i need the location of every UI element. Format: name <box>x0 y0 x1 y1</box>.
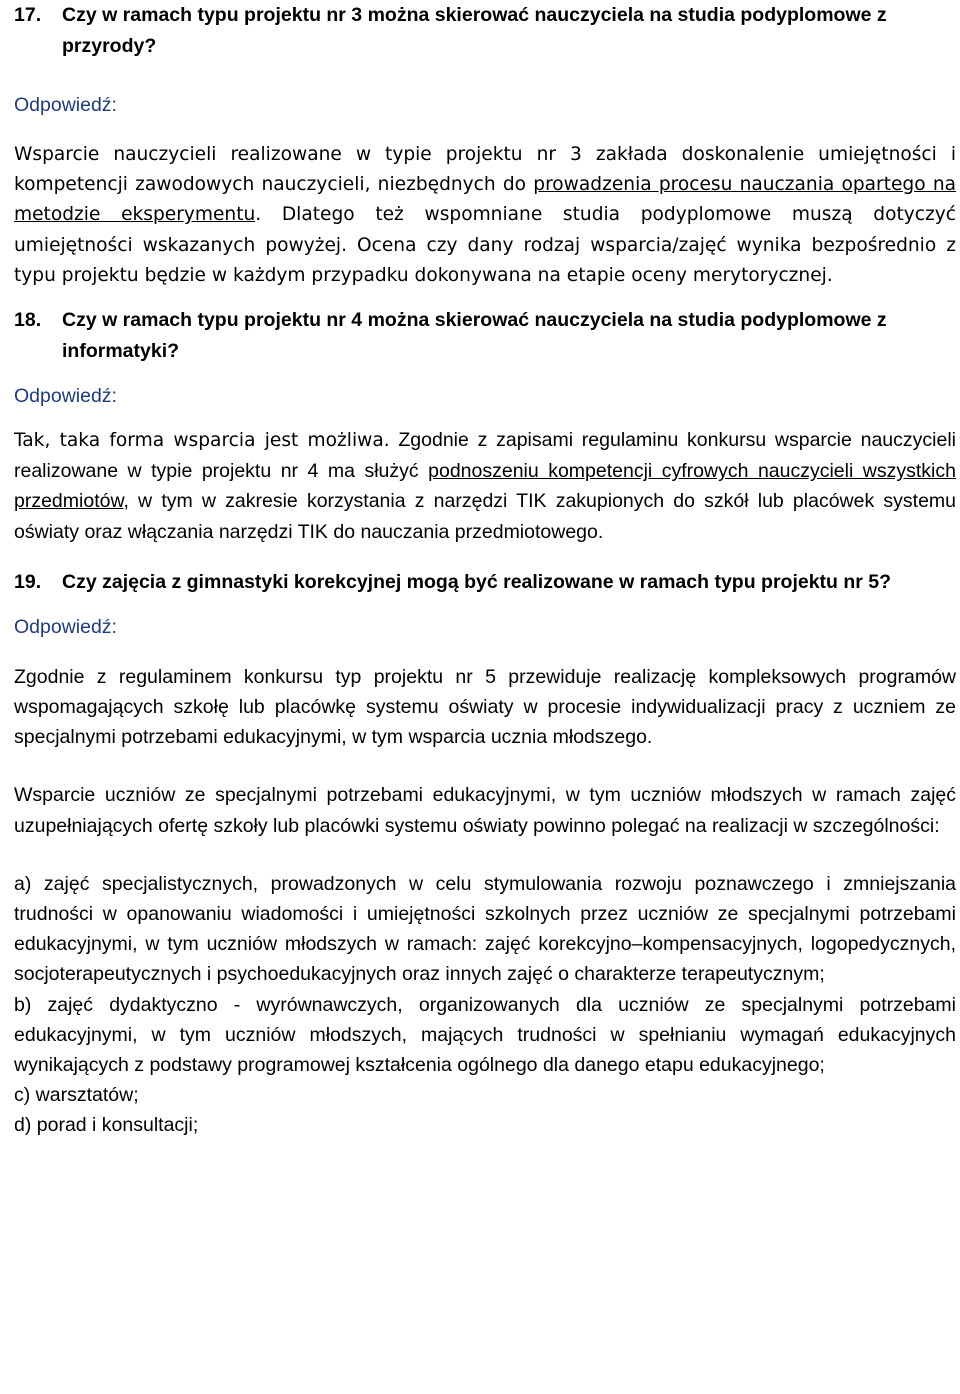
answer-paragraph: Wsparcie uczniów ze specjalnymi potrzebami edukacyjnymi, w tym uczniów młodszych w ramach zajęć uzupełniających ofertę szkoły lub placówki systemu oświaty powinno polegać na realizacji w szczególności: <box>14 784 956 837</box>
answer-label: Odpowiedź: <box>14 94 117 116</box>
question-number: 19. <box>14 570 42 593</box>
question-19 <box>14 567 956 598</box>
question-number: 17. <box>14 4 42 26</box>
answer-label: Odpowiedź: <box>14 615 117 638</box>
underlined-text: podnoszeniu kompetencji cyfrowych nauczycieli wszystkich przedmiotów <box>14 460 956 513</box>
underlined-text: prowadzenia procesu nauczania opartego na metodzie eksperymentu <box>14 174 956 226</box>
answer-paragraph: Wsparcie nauczycieli realizowane w typie projektu nr 3 zakłada doskonalenie umiejętności i kompetencji zawodowych nauczycieli, niezbędnych do prowadzenia procesu nauczania opartego na metodzie eksperymentu. Dlatego też wspomniane studia podyplomowe muszą dotyczyć umiejętności wskazanych powyżej. Ocena czy dany rodzaj wsparcia/zajęć wynika bezpośrednio z typu projektu będzie w każdym przypadku dokonywana na etapie oceny merytorycznej. <box>14 144 956 286</box>
document-page <box>14 0 956 1141</box>
list-item: d) porad i konsultacji; <box>14 1114 199 1137</box>
list-item: c) warsztatów; <box>14 1084 139 1107</box>
question-text: Czy w ramach typu projektu nr 4 można skierować nauczyciela na studia podyplomowe z informatyki? <box>62 309 887 363</box>
list-item: a) zajęć specjalistycznych, prowadzonych w celu stymulowania rozwoju poznawczego i zmniejszania trudności w opanowaniu wiadomości i umiejętności szkolnych przez uczniów ze specjalnymi potrzebami edukacyjnymi, w tym uczniów młodszych w ramach: zajęć korekcyjno–kompensacyjnych, logopedycznych, socjoterapeutycznych i psychoedukacyjnych oraz innych zajęć o charakterze terapeutycznym; <box>14 872 956 986</box>
answer-paragraph: Tak, taka forma wsparcia jest możliwa. Zgodnie z zapisami regulaminu konkursu wsparcie nauczycieli realizowane w typie projektu nr 4 ma służyć podnoszeniu kompetencji cyfrowych nauczycieli wszystkich przedmiotów, w tym w zakresie korzystania z narzędzi TIK zakupionych do szkół lub placówek systemu oświaty oraz włączania narzędzi TIK do nauczania przedmiotowego. <box>14 429 956 543</box>
question-text: Czy zajęcia z gimnastyki korekcyjnej mogą być realizowane w ramach typu projektu nr 5? <box>62 570 892 593</box>
question-text: Czy w ramach typu projektu nr 3 można skierować nauczyciela na studia podyplomowe z przyrody? <box>62 4 887 57</box>
question-17 <box>14 0 956 62</box>
answer-label: Odpowiedź: <box>14 385 117 408</box>
question-18 <box>14 305 956 367</box>
list-item: b) zajęć dydaktyczno - wyrównawczych, organizowanych dla uczniów ze specjalnymi potrzebami edukacyjnymi, w tym uczniów młodszych, mających trudności w spełnianiu wymagań edukacyjnych wynikających z podstawy programowej kształcenia ogólnego dla danego etapu edukacyjnego; <box>14 993 956 1077</box>
question-number: 18. <box>14 309 42 332</box>
answer-paragraph: Zgodnie z regulaminem konkursu typ projektu nr 5 przewiduje realizację kompleksowych programów wspomagających szkołę lub placówkę systemu oświaty w procesie indywidualizacji pracy z uczniem ze specjalnymi potrzebami edukacyjnymi, w tym wsparcia ucznia młodszego. <box>14 665 956 749</box>
